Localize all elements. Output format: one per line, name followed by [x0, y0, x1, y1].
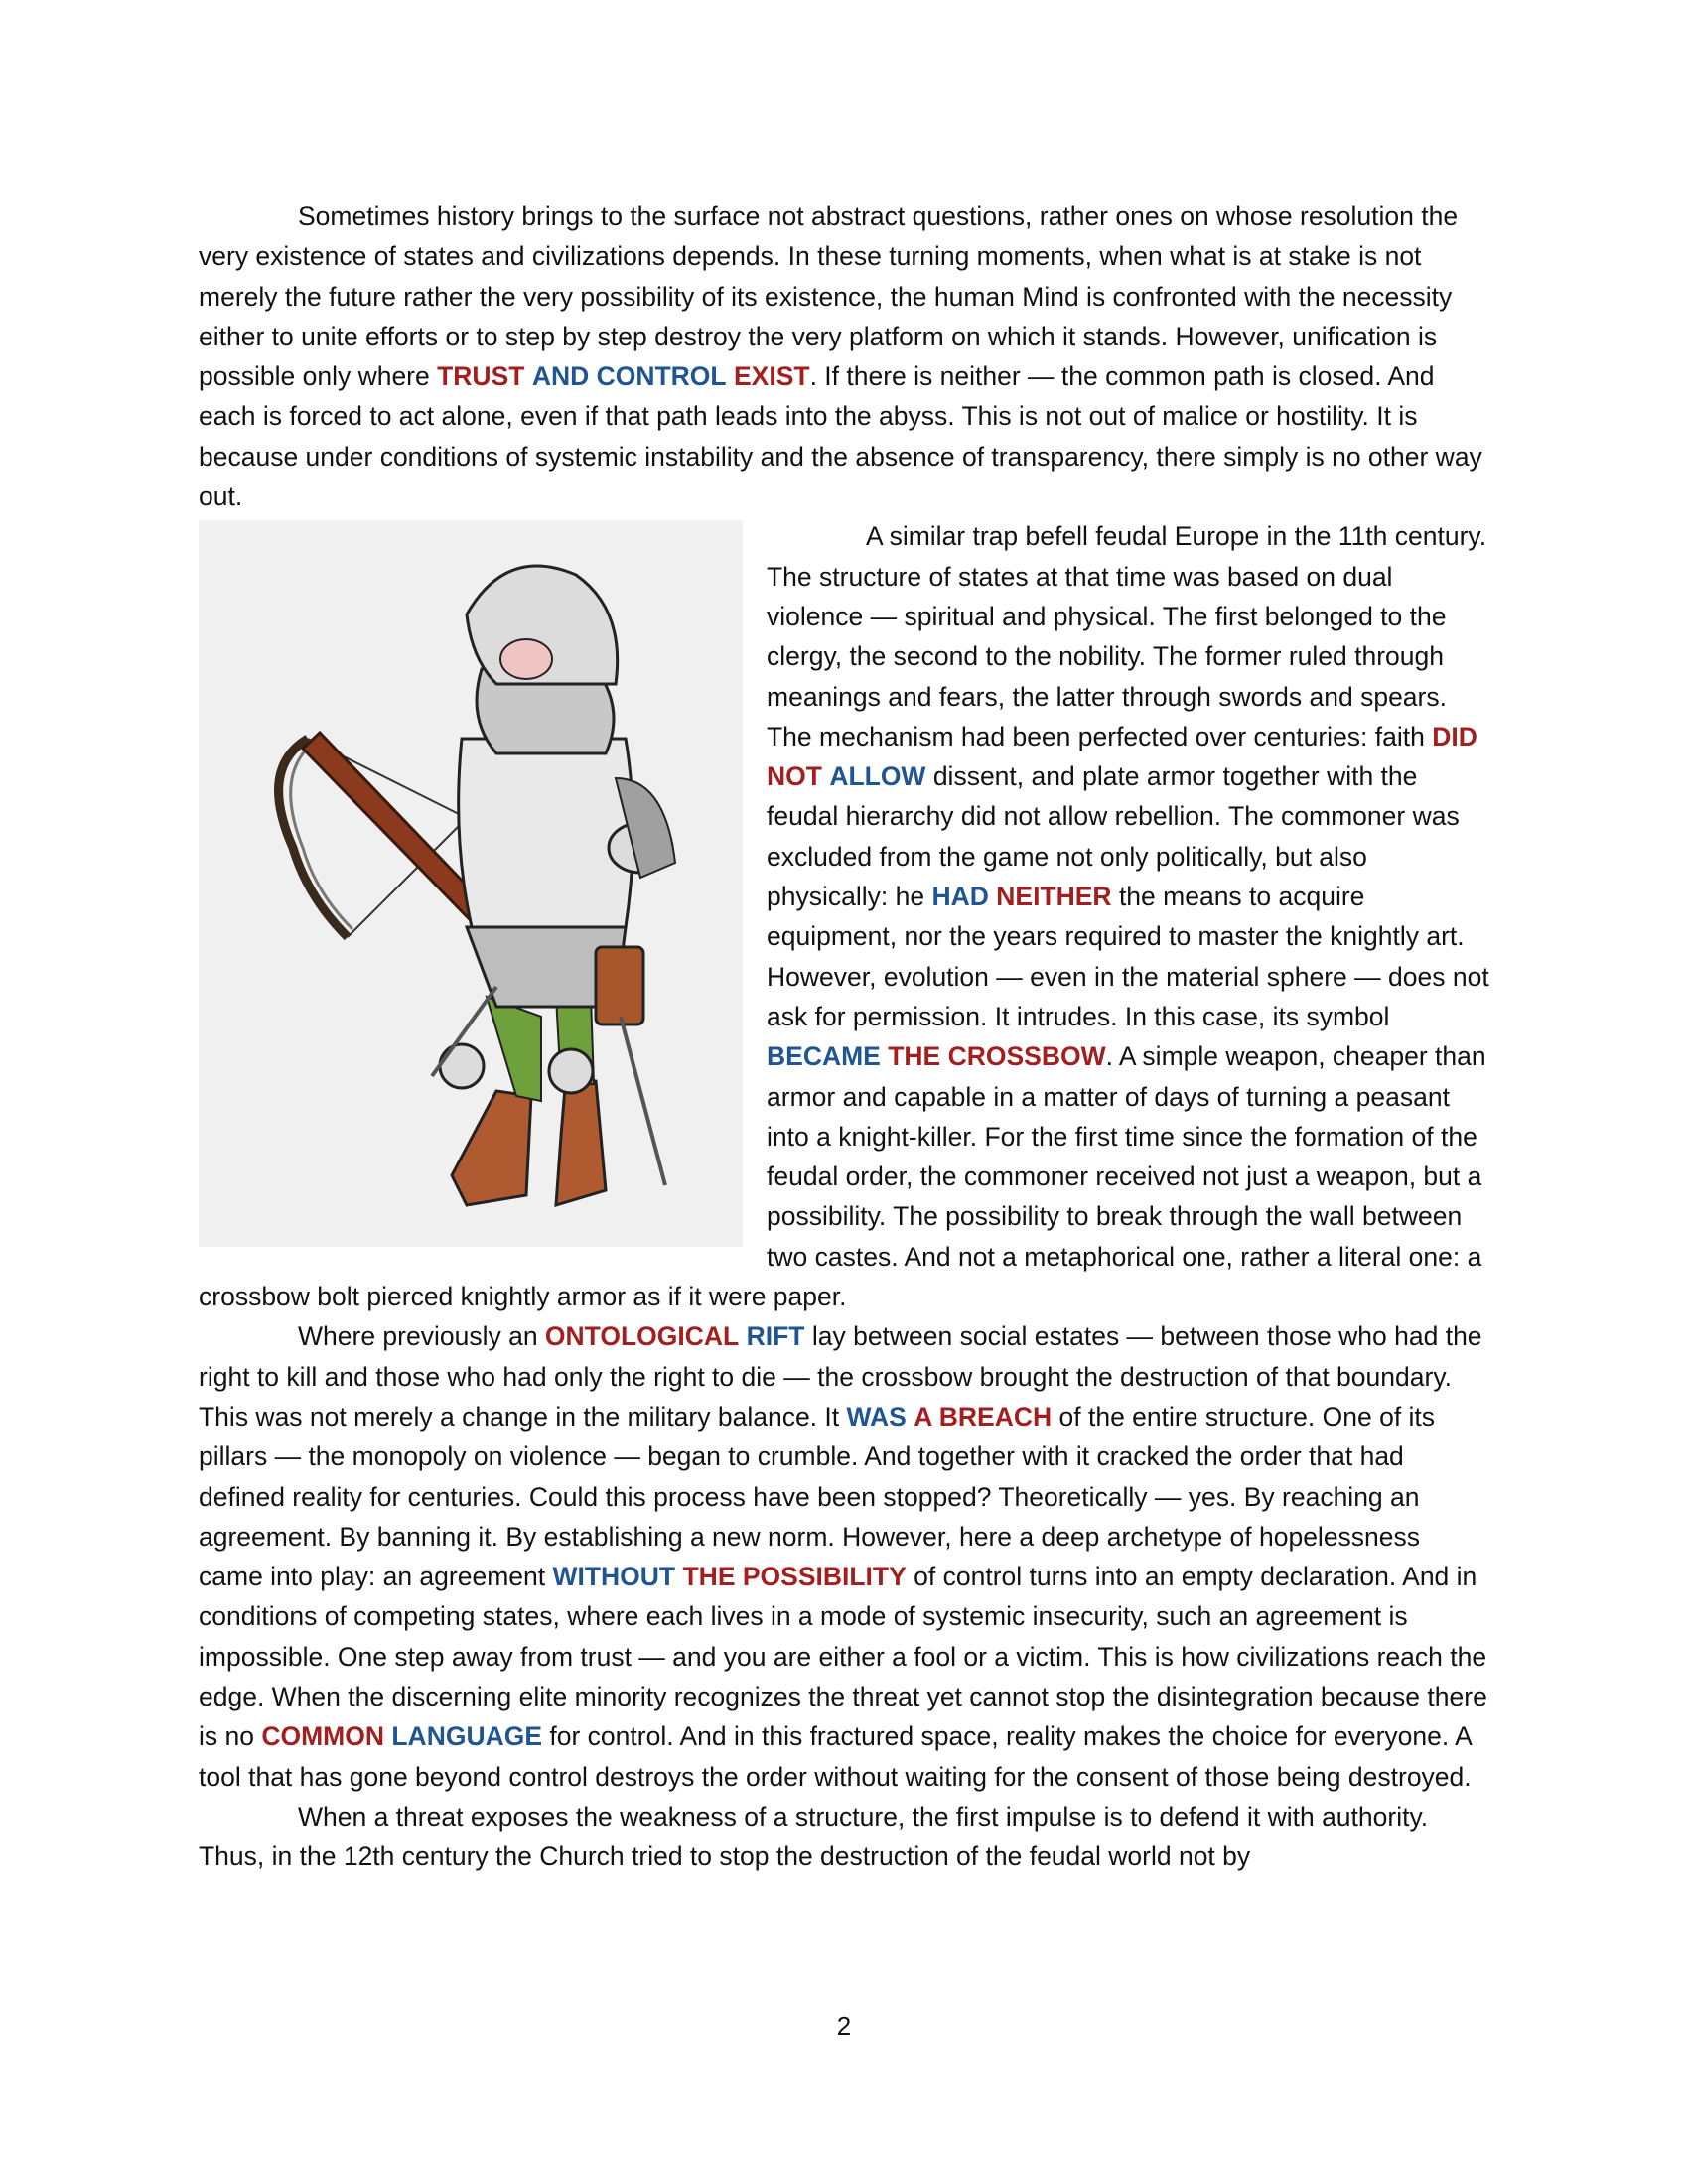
text-run: of control turns into an empty declaration. And in conditions of competing states, where each lives in a mode of systemic insecurity, such an agreement is impossible. One step away from trust — and you are either a fool or a victim. This is how civilizations reach the edge. When the discerning elite minority recognizes the threat yet cannot stop the disintegration because there is no	[199, 1562, 1487, 1752]
highlight-keyword: TRUST	[437, 361, 525, 392]
highlight-keyword: AND CONTROL	[531, 361, 727, 392]
highlight-keyword: THE CROSSBOW	[888, 1041, 1106, 1072]
text-run: . A simple weapon, cheaper than armor and capable in a matter of days of turning a peasant into a knight-killer. For the first time since the formation of the feudal order, the commoner received not just a weapon, but a possibility. The possibility to break through the wall between two castes. And not a metaphorical one, rather a literal one: a crossbow bolt pierced knightly armor as if it were paper.	[199, 1041, 1486, 1312]
crossbowman-illustration	[199, 520, 743, 1247]
text-run: A similar trap befell feudal Europe in the 11th century. The structure of states at that time was based on dual violence — spiritual and physical. The first belonged to the clergy, the second to the nobility. The former ruled through meanings and fears, the latter through swords and spears. The mechanism had been perfected over centuries: faith	[767, 521, 1487, 751]
text-run: Sometimes history brings to the surface not abstract questions, rather ones on whose resolution the very existence of states and civilizations depends. In these turning moments, when what is at stake is not merely the future rather the very possibility of its existence, the human Mind is confronted with the necessity either to unite efforts or to step by step destroy the very platform on which it stands. However, unification is possible only where	[199, 202, 1459, 392]
text-run	[524, 361, 531, 391]
text-run: When a threat exposes the weakness of a structure, the first impulse is to defend it with authority. Thus, in the 12th century the Church tried to stop the destruction of the feudal world not by	[199, 1801, 1429, 1872]
highlight-keyword: THE POSSIBILITY	[682, 1562, 907, 1592]
paragraph-1	[199, 197, 1489, 516]
highlight-keyword: RIFT	[746, 1321, 805, 1352]
document-body	[199, 197, 1489, 1876]
highlight-keyword: A BREACH	[914, 1401, 1053, 1432]
text-run	[739, 1321, 746, 1351]
text-run: the means to acquire equipment, nor the years required to master the knightly art. However, evolution — even in the material sphere — does not ask for permission. It intrudes. In this case, its symbol	[767, 882, 1489, 1031]
highlight-keyword: NEITHER	[996, 882, 1112, 912]
text-run	[727, 361, 734, 391]
text-run: of the entire structure. One of its pillars — the monopoly on violence — began to crumble. And together with it cracked the order that had defined reality for centuries. Could this process have been stopped? Theoretically — yes. By reaching an agreement. By banning it. By establishing a new norm. However, here a deep archetype of hopelessness came into play: an agreement	[199, 1401, 1436, 1592]
text-run: dissent, and plate armor together with the feudal hierarchy did not allow rebellion. The commoner was excluded from the game not only politically, but also physically: he	[767, 761, 1460, 912]
highlight-keyword: ALLOW	[829, 761, 926, 792]
text-run: lay between social estates — between those who had the right to kill and those who had only the right to die — the crossbow brought the destruction of that boundary. This was not merely a change in the military balance. It	[199, 1321, 1482, 1432]
paragraph-4	[199, 1797, 1489, 1877]
paragraph-2	[199, 516, 1489, 1316]
highlight-keyword: LANGUAGE	[391, 1721, 543, 1752]
paragraph-3	[199, 1316, 1489, 1797]
highlight-keyword: EXIST	[733, 361, 810, 392]
text-run: Where previously an	[298, 1321, 545, 1352]
highlight-keyword: BECAME	[767, 1041, 881, 1072]
highlight-keyword: COMMON	[261, 1721, 384, 1752]
highlight-keyword: ONTOLOGICAL	[544, 1321, 740, 1352]
text-run: for control. And in this fractured space, reality makes the choice for everyone. A tool that has gone beyond control destroys the order without waiting for the consent of those being destroyed.	[199, 1721, 1472, 1792]
highlight-keyword: HAD	[931, 882, 989, 912]
highlight-keyword: WAS	[846, 1401, 907, 1432]
highlight-keyword: WITHOUT	[552, 1562, 676, 1592]
text-run	[675, 1562, 682, 1591]
page-number: 2	[836, 2011, 852, 2041]
text-run: . If there is neither — the common path is closed. And each is forced to act alone, even if that path leads into the abyss. This is not out of malice or hostility. It is because under conditions of systemic instability and the absence of transparency, there simply is no other way out.	[199, 361, 1482, 512]
highlight-keyword: DID NOT	[767, 721, 1477, 792]
